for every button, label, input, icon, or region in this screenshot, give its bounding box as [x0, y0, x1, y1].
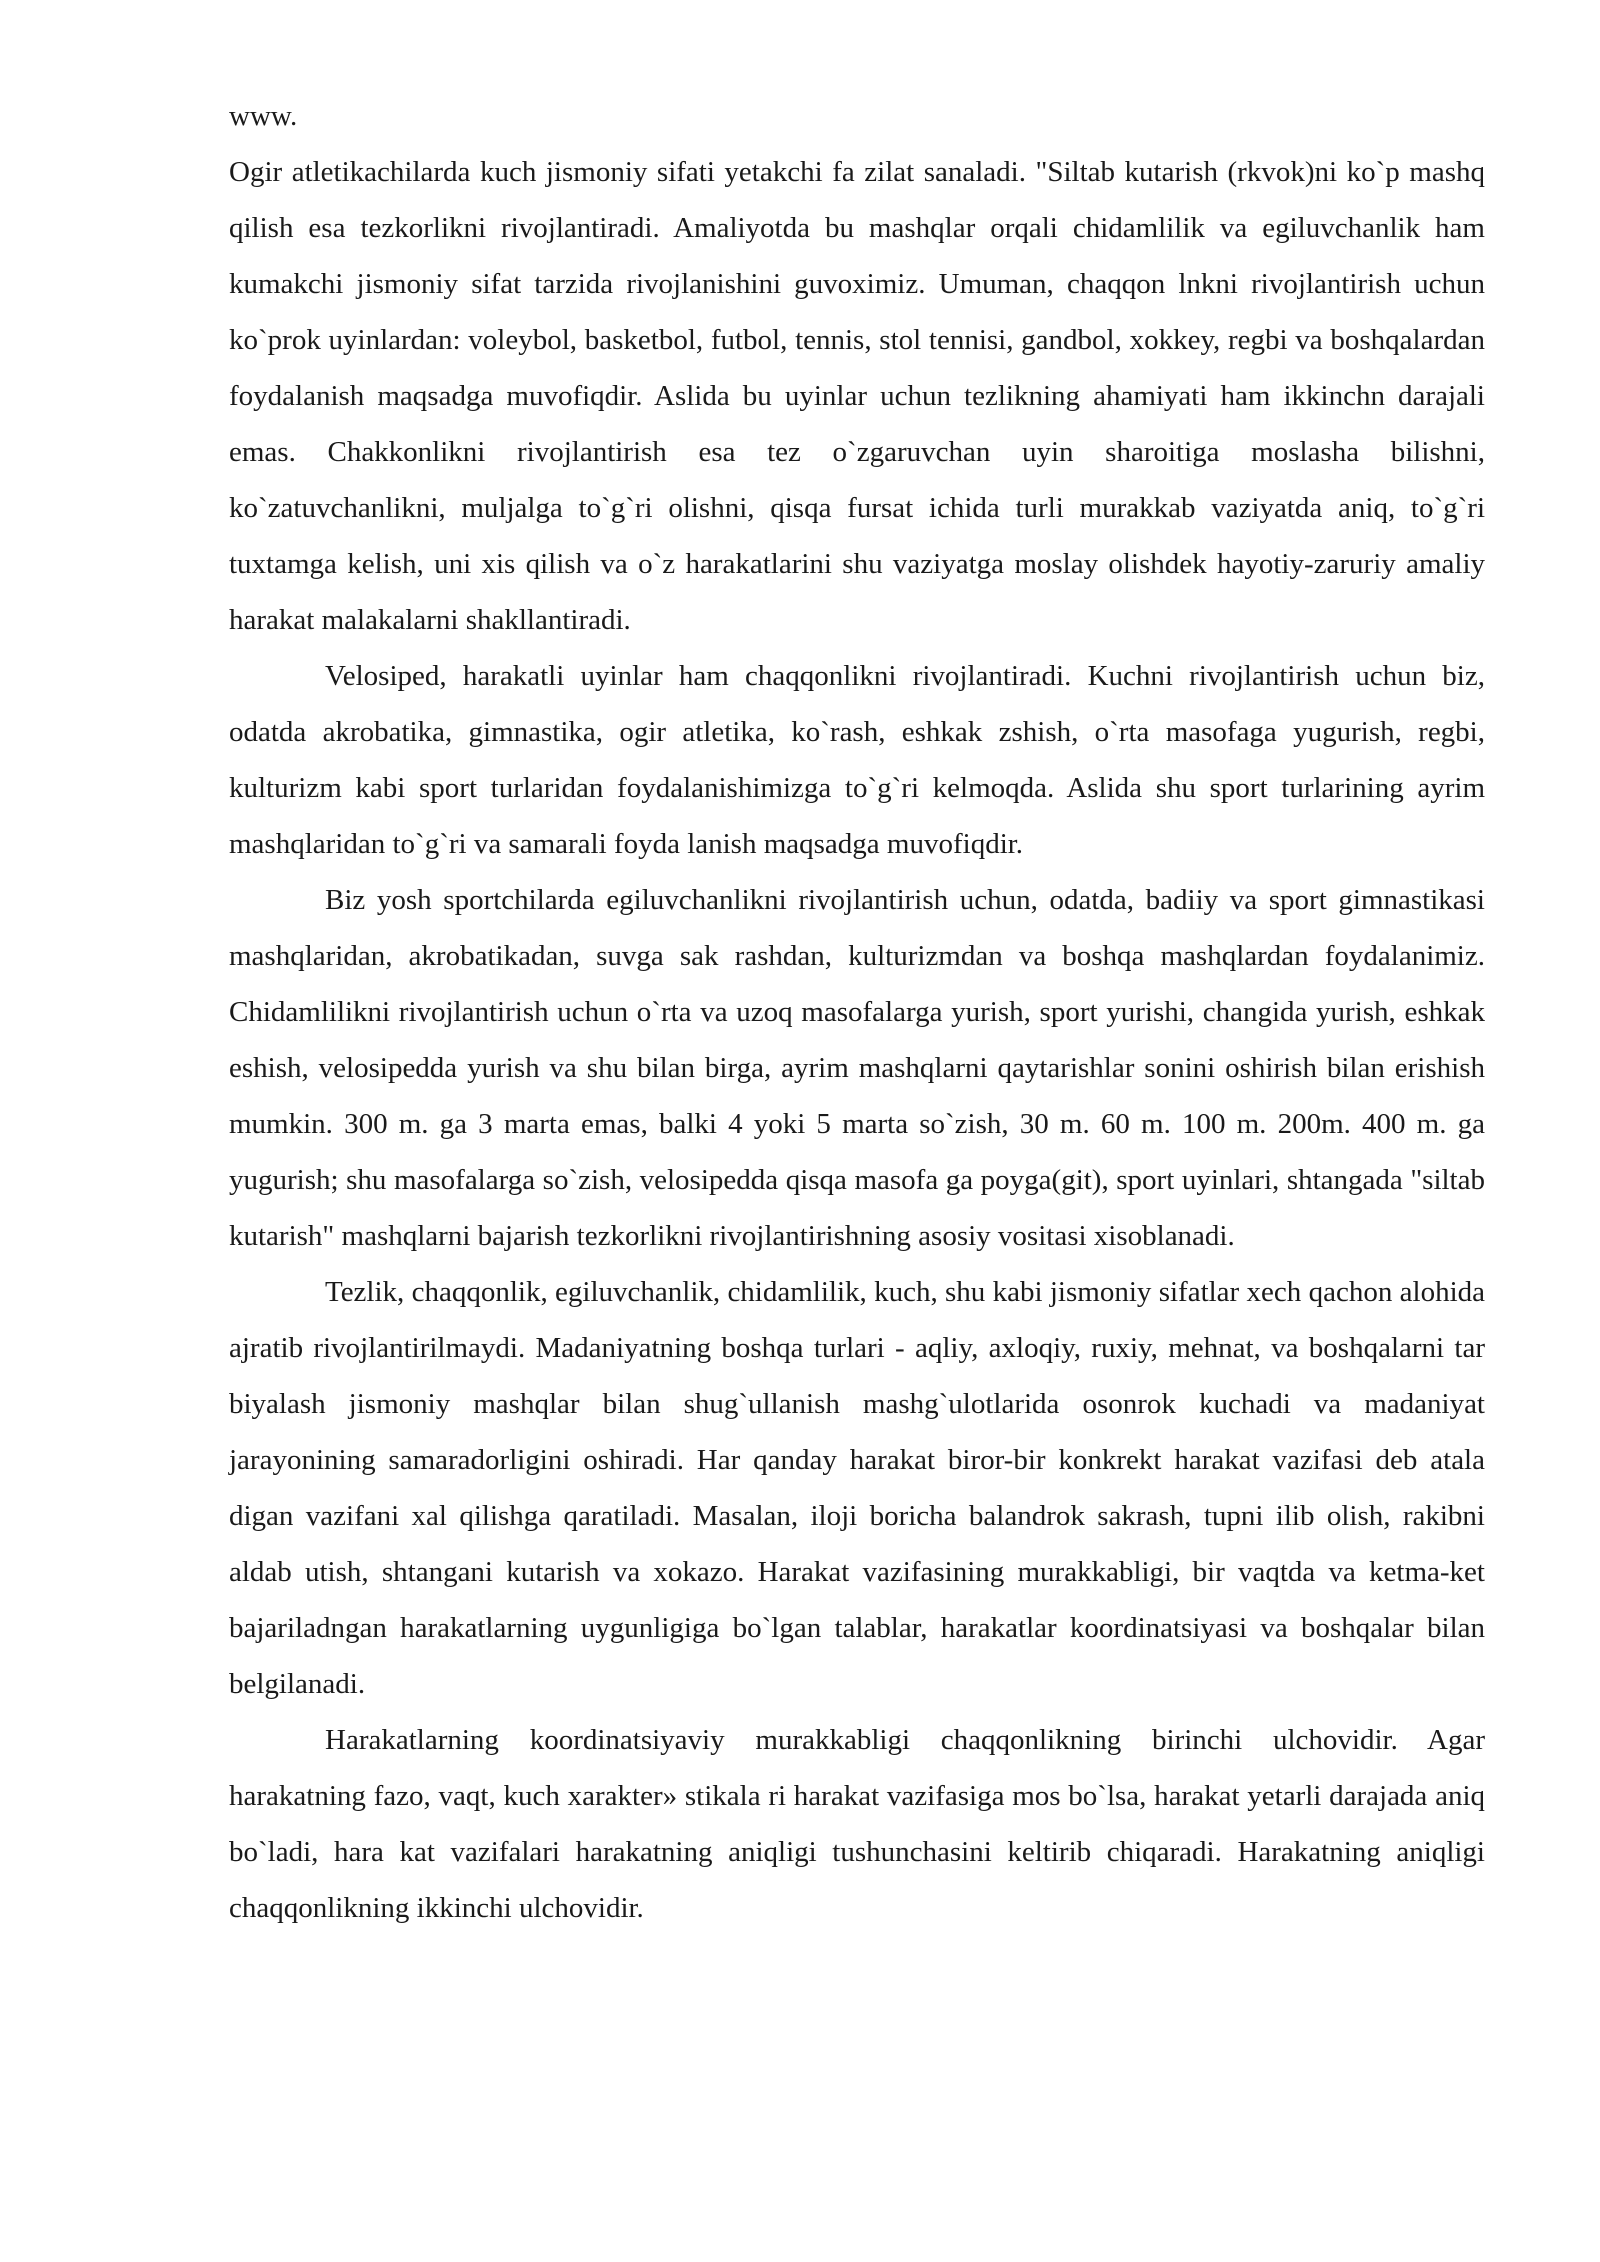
paragraph-1: Ogir atletikachilarda kuch jismoniy sifati yetakchi fa zilat sanaladi. "Siltab kutarish (rkvok)ni ko`p mashq qilish esa tezkorlikni rivojlantiradi. Amaliyotda bu mashqlar orqali chidamlilik va egiluvchanlik ham kumakchi jismoniy sifat tarzida rivojlanishini guvoximiz. Umuman, chaqqon lnkni rivojlantirish uchun ko`prok uyinlardan: voleybol, basketbol, futbol, tennis, stol tennisi, gandbol, xokkey, regbi va boshqalardan foydalanish maqsadga muvofiqdir. Aslida bu uyinlar uchun tezlikning ahamiyati ham ikkinchn darajali emas. Chakkonlikni rivojlantirish esa tez o`zgaruvchan uyin sharoitiga moslasha bilishni, ko`zatuvchanlikni, muljalga to`g`ri olishni, qisqa fursat ichida turli murakkab vaziyatda aniq, to`g`ri tuxtamga kelish, uni xis qilish va o`z harakatlarini shu vaziyatga moslay olishdek hayotiy-zaruriy amaliy harakat malakalarni shakllantiradi.: [229, 156, 1485, 636]
paragraph-2: Velosiped, harakatli uyinlar ham chaqqonlikni rivojlantiradi. Kuchni rivojlantirish uchun biz, odatda akrobatika, gimnastika, ogir atletika, ko`rash, eshkak zshish, o`rta masofaga yugurish, regbi, kulturizm kabi sport turlaridan foydalanishimizga to`g`ri kelmoqda. Aslida shu sport turlarining ayrim mashqlaridan to`g`ri va samarali foyda lanish maqsadga muvofiqdir.: [229, 660, 1485, 860]
paragraph-5: Harakatlarning koordinatsiyaviy murakkabligi chaqqonlikning birinchi ulchovidir. Agar harakatning fazo, vaqt, kuch xarakter» stikala ri harakat vazifasiga mos bo`lsa, harakat yetarli darajada aniq bo`ladi, hara kat vazifalari harakatning aniqligi tushunchasini keltirib chiqaradi. Harakatning aniqligi chaqqonlikning ikkinchi ulchovidir.: [229, 1724, 1485, 1924]
header-line: www.: [229, 100, 298, 132]
document-page: [229, 88, 1485, 1936]
paragraph-4: Tezlik, chaqqonlik, egiluvchanlik, chidamlilik, kuch, shu kabi jismoniy sifatlar xech qachon alohida ajratib rivojlantirilmaydi. Madaniyatning boshqa turlari - aqliy, axloqiy, ruxiy, mehnat, va boshqalarni tar biyalash jismoniy mashqlar bilan shug`ullanish mashg`ulotlarida osonrok kuchadi va madaniyat jarayonining samaradorligini oshiradi. Har qanday harakat biror-bir konkrekt harakat vazifasi deb atala digan vazifani xal qilishga qaratiladi. Masalan, iloji boricha balandrok sakrash, tupni ilib olish, rakibni aldab utish, shtangani kutarish va xokazo. Harakat vazifasining murakkabligi, bir vaqtda va ketma-ket bajariladngan harakatlarning uygunligiga bo`lgan talablar, harakatlar koordinatsiyasi va boshqalar bilan belgilanadi.: [229, 1276, 1485, 1700]
paragraph-3: Biz yosh sportchilarda egiluvchanlikni rivojlantirish uchun, odatda, badiiy va sport gimnastikasi mashqlaridan, akrobatikadan, suvga sak rashdan, kulturizmdan va boshqa mashqlardan foydalanimiz. Chidamlilikni rivojlantirish uchun o`rta va uzoq masofalarga yurish, sport yurishi, changida yurish, eshkak eshish, velosipedda yurish va shu bilan birga, ayrim mashqlarni qaytarishlar sonini oshirish bilan erishish mumkin. 300 m. ga 3 marta emas, balki 4 yoki 5 marta so`zish, 30 m. 60 m. 100 m. 200m. 400 m. ga yugurish; shu masofalarga so`zish, velosipedda qisqa masofa ga poyga(git), sport uyinlari, shtangada "siltab kutarish" mashqlarni bajarish tezkorlikni rivojlantirishning asosiy vositasi xisoblanadi.: [229, 884, 1485, 1252]
